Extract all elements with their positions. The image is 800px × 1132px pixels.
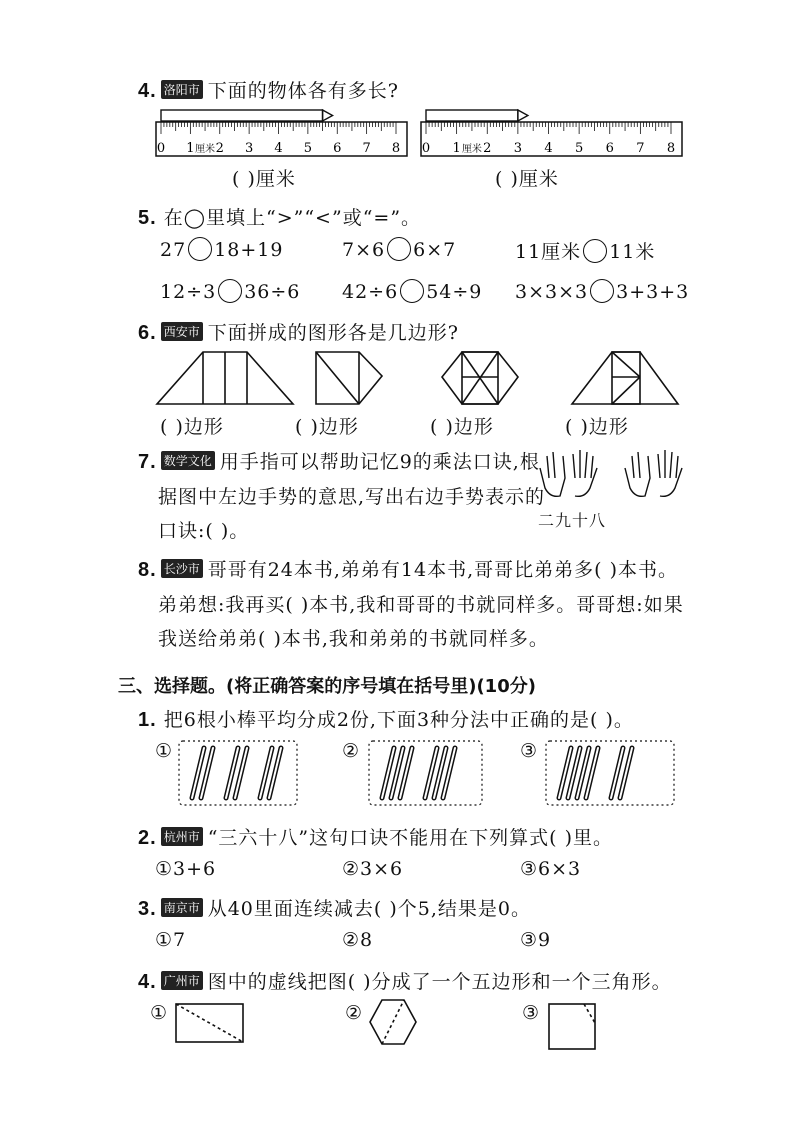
- compare-item-1: [160, 237, 283, 261]
- ruler-tick-label: 1: [186, 141, 195, 156]
- answer-blank-shape-1[interactable]: ( )边形: [160, 416, 224, 438]
- option-2[interactable]: ②8: [342, 929, 374, 951]
- figure-rectangle: [175, 1003, 245, 1045]
- compare-item-6: [515, 279, 689, 303]
- question-text: 把6根小棒平均分成2份,下面3种分法中正确的是( )。: [163, 709, 634, 731]
- question-5: [138, 203, 421, 230]
- compare-item-5: [342, 279, 482, 303]
- ruler-tick-label: 6: [605, 141, 614, 156]
- question-7-line3[interactable]: 口诀:( )。: [158, 520, 250, 542]
- question-7: [138, 447, 540, 474]
- compare-left: 11厘米: [515, 241, 582, 263]
- question-text: 在◯里填上“>”“<”或“=”。: [163, 207, 422, 229]
- answer-blank-right[interactable]: ( )厘米: [495, 168, 559, 190]
- question-number: 7.: [138, 451, 157, 473]
- city-tag: 南京市: [161, 898, 203, 917]
- ruler-right: [420, 108, 685, 160]
- ruler-tick-label: 8: [391, 141, 401, 156]
- hands-gesture-left-icon: [535, 448, 605, 500]
- city-tag: 西安市: [161, 322, 203, 341]
- gesture-caption: 二九十八: [538, 511, 607, 530]
- question-8-line3: 我送给弟弟( )本书,我和弟弟的书就同样多。: [158, 628, 549, 650]
- question-text: 下面的物体各有多长?: [207, 80, 399, 102]
- ruler-tick-label: 0: [156, 141, 166, 156]
- option-1-label[interactable]: ①: [155, 740, 174, 762]
- ruler-unit-label: 厘米: [195, 144, 216, 155]
- option-1-label[interactable]: ①: [150, 1002, 169, 1024]
- question-text: 从40里面连续减去( )个5,结果是0。: [207, 898, 531, 920]
- compare-right: 54÷9: [426, 281, 483, 303]
- compare-circle[interactable]: [218, 279, 242, 303]
- shape-pentagon: [314, 350, 384, 406]
- compare-left: 7×6: [342, 239, 386, 261]
- choice-question-1: [138, 705, 634, 732]
- question-number: 4.: [138, 80, 157, 102]
- ruler-tick-label: 6: [333, 141, 342, 156]
- question-6: [138, 318, 459, 345]
- culture-tag: 数学文化: [161, 451, 215, 470]
- sticks-option-2: [368, 740, 483, 806]
- answer-blank-shape-2[interactable]: ( )边形: [295, 416, 359, 438]
- shape-hexagon: [440, 350, 520, 406]
- ruler-tick-label: 5: [303, 141, 313, 156]
- answer-blank-left[interactable]: ( )厘米: [232, 168, 296, 190]
- ruler-tick-label: 3: [513, 141, 523, 156]
- compare-left: 12÷3: [160, 281, 217, 303]
- compare-item-4: [160, 279, 300, 303]
- compare-circle[interactable]: [583, 239, 607, 263]
- ruler-tick-label: 4: [274, 141, 283, 156]
- ruler-unit-label: 厘米: [461, 144, 482, 155]
- city-tag: 广州市: [161, 971, 203, 990]
- ruler-left: [155, 108, 410, 160]
- measured-object: [161, 110, 323, 121]
- question-8: [138, 555, 678, 582]
- question-number: 4.: [138, 971, 157, 993]
- compare-right: 6×7: [413, 239, 457, 261]
- compare-circle[interactable]: [590, 279, 614, 303]
- ruler-tick-label: 7: [362, 141, 371, 156]
- figure-square: [548, 1003, 598, 1051]
- option-1[interactable]: ①7: [155, 929, 187, 951]
- ruler-tick-label: 3: [244, 141, 254, 156]
- question-number: 6.: [138, 322, 157, 344]
- option-2-label[interactable]: ②: [342, 740, 361, 762]
- question-number: 8.: [138, 559, 157, 581]
- compare-circle[interactable]: [400, 279, 424, 303]
- choice-question-3: [138, 894, 531, 921]
- option-1[interactable]: ①3+6: [155, 858, 217, 880]
- option-2-label[interactable]: ②: [345, 1002, 364, 1024]
- question-7-line2: 据图中左边手势的意思,写出右边手势表示的: [158, 486, 546, 508]
- question-text: 图中的虚线把图( )分成了一个五边形和一个三角形。: [207, 971, 672, 993]
- compare-left: 3×3×3: [515, 281, 589, 303]
- compare-right: 18+19: [214, 239, 284, 261]
- compare-item-3: [515, 237, 655, 264]
- compare-circle[interactable]: [188, 237, 212, 261]
- answer-blank-shape-4[interactable]: ( )边形: [565, 416, 629, 438]
- shape-trapezoid: [155, 350, 295, 406]
- question-text: 哥哥有24本书,弟弟有14本书,哥哥比弟弟多( )本书。: [207, 559, 679, 581]
- hands-gesture-right-icon: [620, 448, 690, 500]
- ruler-tick-label: 7: [636, 141, 645, 156]
- answer-blank-shape-3[interactable]: ( )边形: [430, 416, 494, 438]
- ruler-tick-label: 8: [666, 141, 676, 156]
- choice-question-2: [138, 823, 613, 850]
- sticks-option-3: [545, 740, 675, 806]
- compare-right: 36÷6: [244, 281, 301, 303]
- question-text: 下面拼成的图形各是几边形?: [207, 322, 459, 344]
- city-tag: 洛阳市: [161, 80, 203, 99]
- compare-right: 3+3+3: [616, 281, 690, 303]
- measured-object: [426, 110, 518, 121]
- option-2[interactable]: ②3×6: [342, 858, 404, 880]
- question-number: 2.: [138, 827, 157, 849]
- compare-item-2: [342, 237, 456, 261]
- question-number: 3.: [138, 898, 157, 920]
- compare-right: 11米: [609, 241, 656, 263]
- option-3[interactable]: ③9: [520, 929, 552, 951]
- sticks-option-1: [178, 740, 298, 806]
- city-tag: 杭州市: [161, 827, 203, 846]
- question-text: “三六十八”这句口诀不能用在下列算式( )里。: [207, 827, 613, 849]
- question-number: 1.: [138, 709, 157, 731]
- ruler-tick-label: 2: [215, 141, 224, 156]
- ruler-tick-label: 4: [544, 141, 553, 156]
- question-number: 5.: [138, 207, 157, 229]
- question-8-line2: 弟弟想:我再买( )本书,我和哥哥的书就同样多。哥哥想:如果: [158, 594, 684, 616]
- ruler-tick-label: 2: [483, 141, 492, 156]
- question-4: [138, 76, 399, 103]
- shape-large-trapezoid: [570, 350, 680, 406]
- ruler-tick-label: 1: [452, 141, 461, 156]
- compare-left: 42÷6: [342, 281, 399, 303]
- option-3-label[interactable]: ③: [520, 740, 539, 762]
- figure-hexagon: [368, 998, 418, 1048]
- compare-circle[interactable]: [387, 237, 411, 261]
- section-title: 三、选择题。(将正确答案的序号填在括号里)(10分): [118, 676, 536, 697]
- ruler-tick-label: 0: [421, 141, 431, 156]
- compare-left: 27: [160, 239, 187, 261]
- city-tag: 长沙市: [161, 559, 203, 578]
- option-3-label[interactable]: ③: [522, 1002, 541, 1024]
- option-3[interactable]: ③6×3: [520, 858, 582, 880]
- ruler-tick-label: 5: [574, 141, 584, 156]
- choice-question-4: [138, 967, 672, 994]
- question-text: 用手指可以帮助记忆9的乘法口诀,根: [219, 451, 540, 473]
